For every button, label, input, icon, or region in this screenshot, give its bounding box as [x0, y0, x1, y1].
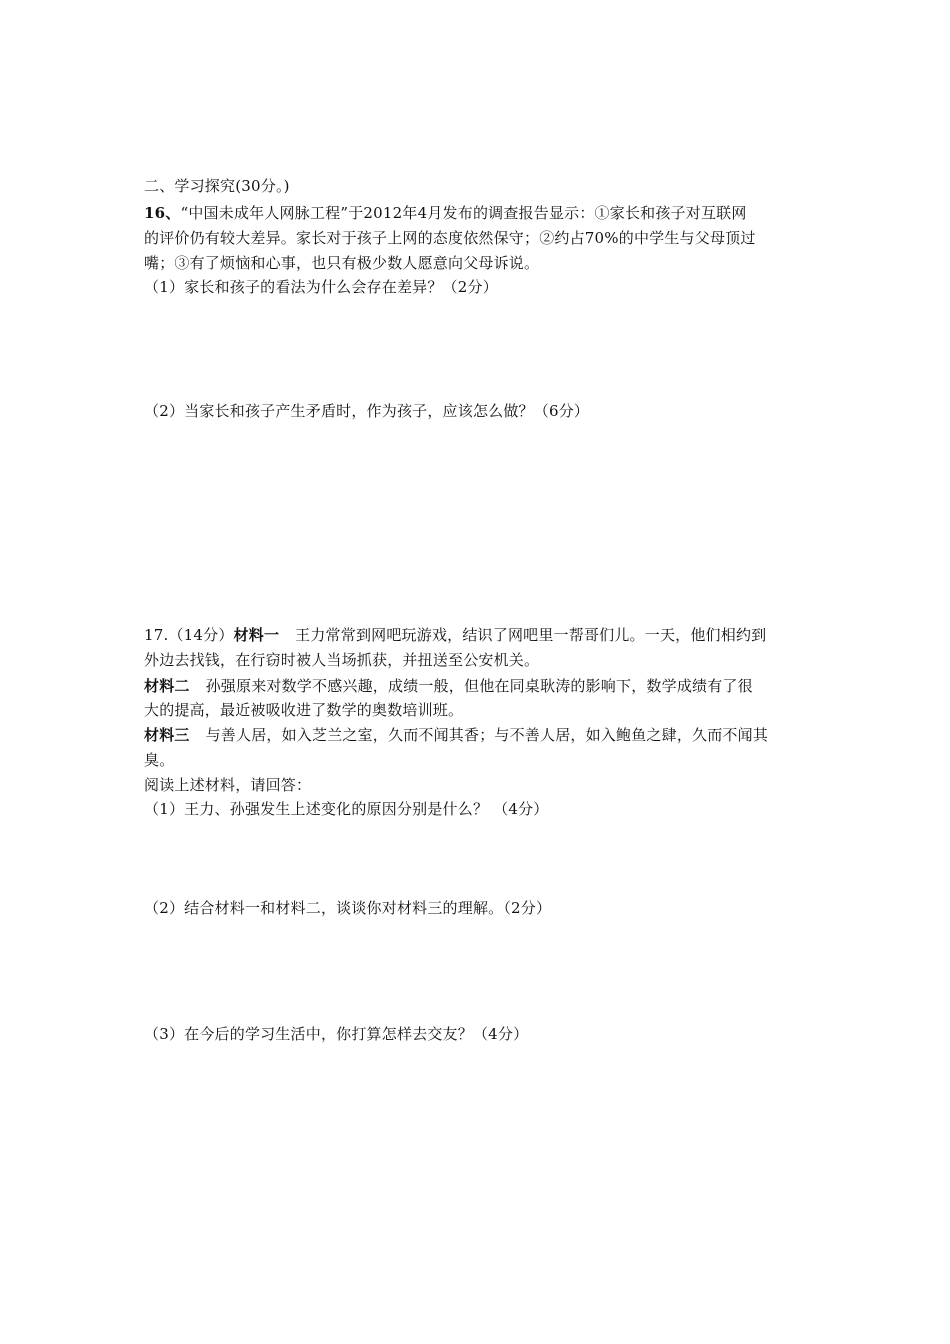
question-17-sub-3: （3）在今后的学习生活中，你打算怎样去交友？（4分） [144, 1025, 529, 1043]
question-16-sub-2: （2）当家长和孩子产生矛盾时，作为孩子，应该怎么做？（6分） [144, 402, 590, 420]
question-17-prefix: 17.（14分） [144, 626, 234, 644]
material-1-label: 材料一 [233, 626, 280, 644]
material-1-text-2: 外边去找钱，在行窃时被人当场抓获，并扭送至公安机关。 [144, 651, 540, 669]
material-2-label: 材料二 [144, 677, 190, 695]
question-17-sub-2: （2）结合材料一和材料二，谈谈你对材料三的理解。（2分） [144, 899, 552, 917]
material-1-text-1: 王力常常到网吧玩游戏，结识了网吧里一帮哥们儿。一天，他们相约到 [295, 626, 767, 644]
question-16-number: 16、 [144, 204, 181, 222]
section-heading: 二、学习探究(30分。) [144, 177, 290, 195]
material-3-label: 材料三 [144, 726, 190, 744]
question-16-stem-line-2: 的评价仍有较大差异。家长对于孩子上网的态度依然保守；②约占70%的中学生与父母顶过 [144, 229, 756, 247]
question-16-stem-line-1 [144, 201, 747, 225]
question-17-prompt: 阅读上述材料，请回答： [144, 776, 312, 794]
question-17-sub-1: （1）王力、孙强发生上述变化的原因分别是什么？ （4分） [144, 800, 549, 818]
question-16-stem-line-3: 嘴；③有了烦恼和心事，也只有极少数人愿意向父母诉说。 [144, 254, 540, 272]
material-3-line-1 [144, 723, 768, 747]
material-2-line-1 [144, 674, 753, 698]
material-2-text-2: 大的提高，最近被吸收进了数学的奥数培训班。 [144, 701, 464, 719]
question-16-sub-1: （1）家长和孩子的看法为什么会存在差异？（2分） [144, 278, 498, 296]
material-3-text-1: 与善人居，如入芝兰之室，久而不闻其香；与不善人居，如入鲍鱼之肆，久而不闻其 [205, 726, 769, 744]
material-3-text-2: 臭。 [144, 751, 175, 769]
question-16-stem-text-1: “中国未成年人网脉工程”于2012年4月发布的调查报告显示：①家长和孩子对互联网 [180, 204, 747, 222]
material-2-text-1: 孙强原来对数学不感兴趣，成绩一般，但他在同桌耿涛的影响下，数学成绩有了很 [205, 677, 753, 695]
question-17-line-1 [144, 623, 766, 647]
